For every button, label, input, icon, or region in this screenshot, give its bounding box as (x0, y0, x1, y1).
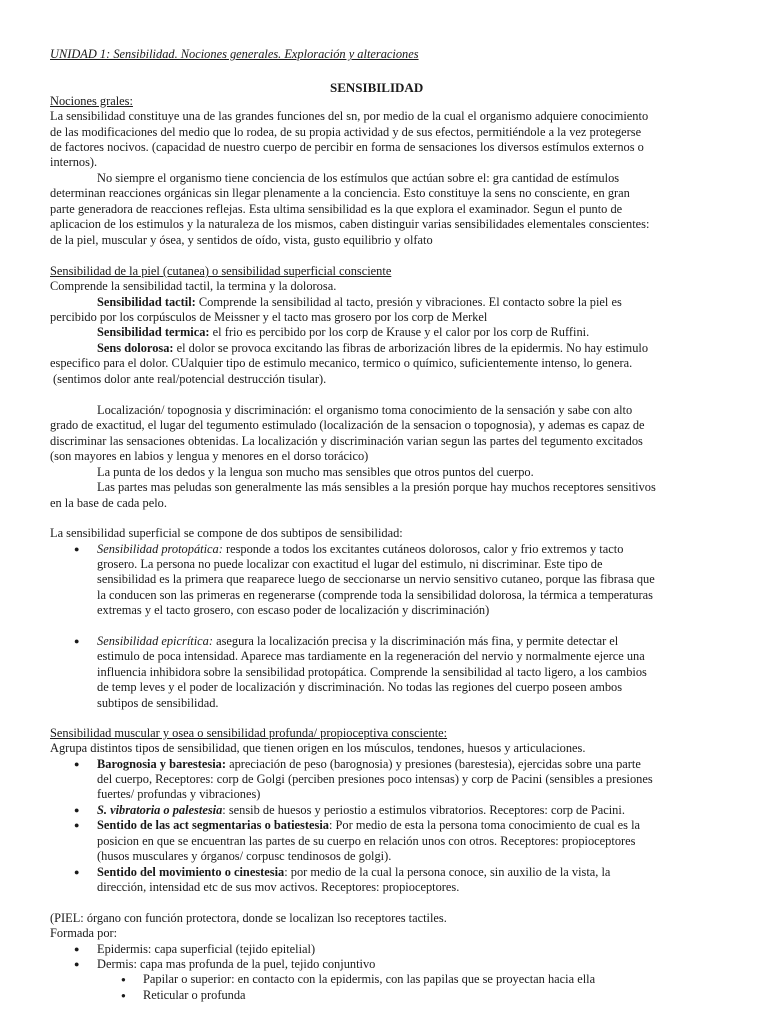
paragraph-line: discriminar las sensaciones obtenidas. La localización y discriminación varian segun las partes del tegumento excitados (50, 434, 643, 448)
list-item: Sensibilidad protopática: responde a todos los excitantes cutáneos dolorosos, calor y frio extremos y tacto (97, 542, 624, 556)
paragraph-line: Sensibilidad tactil: Comprende la sensibilidad al tacto, presión y vibraciones. El contacto sobre la piel es (97, 295, 622, 309)
term-label: S. vibratoria o palestesia (97, 803, 223, 817)
paragraph-line: (sentimos dolor ante real/potencial destrucción tisular). (53, 372, 327, 386)
term-label: Sensibilidad epicrítica: (97, 634, 213, 648)
paragraph-line: especifico para el dolor. CUalquier tipo de estimulo mecanico, termico o químico, suficientemente intenso, lo genera. (50, 356, 633, 370)
paragraph-line: estimulo de poca intensidad. Aparece mas tardiamente en la regeneración del nervio y normalmente ejerce una (97, 649, 645, 663)
term-label: Sensibilidad tactil: (97, 295, 196, 309)
list-item: Dermis: capa mas profunda de la puel, tejido conjuntivo (97, 957, 376, 971)
term-label: Sens dolorosa: (97, 341, 174, 355)
section-heading-piel: Sensibilidad de la piel (cutanea) o sensibilidad superficial consciente (50, 264, 392, 278)
list-item: Epidermis: capa superficial (tejido epitelial) (97, 942, 316, 956)
list-item: Reticular o profunda (143, 988, 246, 1002)
paragraph-line: dirección, intensidad etc de sus mov activos. Receptores: propioceptores. (97, 880, 460, 894)
paragraph-line: Comprende la sensibilidad tactil, la termina y la dolorosa. (50, 279, 337, 293)
paragraph-line: de factores nocivos. (capacidad de nuestro cuerpo de percibir en forma de sensaciones los diversos estímulos externos o (50, 140, 644, 154)
paragraph-line: determinan reacciones orgánicas sin llegar plenamente a la conciencia. Esto constituye la sens no consciente, en gran (50, 186, 630, 200)
paragraph-line: La sensibilidad superficial se compone de dos subtipos de sensibilidad: (50, 526, 403, 540)
bullet-icon: ● (121, 975, 126, 984)
paragraph-line: de temp leves y el poder de localización y discriminación. No todas las regiones del cuerpo poseen ambos (97, 680, 623, 694)
paragraph-line: percibido por los corpúsculos de Meissner y el tacto mas grosero por los corp de Merkel (50, 310, 488, 324)
section-heading-nociones: Nociones grales: (50, 94, 133, 108)
paragraph-line: extremas y el tacto grosero, con escaso poder de localización y discriminación) (97, 603, 490, 617)
term-label: Sensibilidad protopática: (97, 542, 223, 556)
term-label: Sentido del movimiento o cinestesia (97, 865, 285, 879)
bullet-icon: ● (74, 944, 80, 954)
list-item: Papilar o superior: en contacto con la epidermis, con las papilas que se proyectan hacia ella (143, 972, 596, 986)
page-title: SENSIBILIDAD (330, 80, 424, 95)
section-heading-profunda: Sensibilidad muscular y osea o sensibilidad profunda/ propioceptiva consciente: (50, 726, 448, 740)
bullet-icon: ● (74, 636, 80, 646)
paragraph-line: Agrupa distintos tipos de sensibilidad, que tienen origen en los músculos, tendones, huesos y articulaciones. (50, 741, 586, 755)
bullet-icon: ● (74, 805, 80, 815)
list-item: Sentido de las act segmentarias o batiestesia: Por medio de esta la persona toma conocimiento de cual es la (97, 818, 641, 832)
paragraph-line: La punta de los dedos y la lengua son mucho mas sensibles que otros puntos del cuerpo. (97, 465, 534, 479)
paragraph-line: del cuerpo, Receptores: corp de Golgi (perciben presiones poco intensas) y corp de Pacini (sensibles a presiones (97, 772, 653, 786)
bullet-icon: ● (74, 959, 80, 969)
paragraph-line: sensibilidad es la primera que reaparece luego de seccionarse un nervio sensitivo cutaneo, porque las fibrasa que (97, 572, 655, 586)
paragraph-line: posicion en que se encuentran las partes de su cuerpo en relación unos con otros. Receptores: propioceptores (97, 834, 636, 848)
bullet-icon: ● (74, 820, 80, 830)
paragraph-line: Formada por: (50, 926, 118, 940)
list-item: Barognosia y barestesia: apreciación de peso (barognosia) y presiones (barestesia), ejercidas sobre una parte (97, 757, 641, 771)
paragraph-line: en la base de cada pelo. (50, 496, 167, 510)
paragraph-line: fuertes/ profundas y vibraciones) (97, 787, 261, 801)
paragraph-line: Sens dolorosa: el dolor se provoca excitando las fibras de arborización libres de la epidermis. No hay estimulo (97, 341, 649, 355)
paragraph-line: (PIEL: órgano con función protectora, donde se localizan lso receptores tactiles. (50, 911, 447, 925)
paragraph-line: Sensibilidad termica: el frio es percibido por los corp de Krause y el calor por los corp de Ruffini. (97, 325, 590, 339)
paragraph-line: de la piel, muscular y ósea, y sentidos de oído, vista, gusto equilibrio y olfato (50, 233, 433, 247)
term-label: Sensibilidad termica: (97, 325, 210, 339)
paragraph-line: La sensibilidad constituye una de las grandes funciones del sn, por medio de la cual el organismo adquiere conocimiento (50, 109, 649, 123)
paragraph-line: de las modificaciones del medio que lo rodea, de su propia actividad y de sus efectos, permitiéndole a la vez protegerse (50, 125, 642, 139)
paragraph-line: (son mayores en labios y lengua y menores en el dorso torácico) (50, 449, 369, 463)
paragraph-line: (husos musculares y órganos/ corpusc tendinosos de golgi). (97, 849, 392, 863)
paragraph-line: grado de exactitud, el lugar del tegumento estimulado (localización de la sensacion o topognosia), y ademas es capaz de (50, 418, 645, 432)
bullet-icon: ● (74, 759, 80, 769)
paragraph-line: aplicacion de los estimulos y la naturaleza de los mismos, caben distinguir varias sensibilidades elementales conscientes: (50, 217, 650, 231)
paragraph-line: la conducen son las primeras en regenerarse (comprende toda la sensibilidad dolorosa, la térmica a temperaturas (97, 588, 653, 602)
paragraph-line: Localización/ topognosia y discriminación: el organismo toma conocimiento de la sensación y sabe con alto (97, 403, 633, 417)
paragraph-line: parte generadora de reacciones reflejas. Esta ultima sensibilidad es la que explora el examinador. Segun el punto de (50, 202, 623, 216)
term-label: Sentido de las act segmentarias o batiestesia (97, 818, 329, 832)
term-label: Barognosia y barestesia: (97, 757, 226, 771)
paragraph-line: internos). (50, 155, 98, 169)
unit-header: UNIDAD 1: Sensibilidad. Nociones generales. Exploración y alteraciones (50, 47, 419, 61)
paragraph-line: No siempre el organismo tiene conciencia de los estímulos que actúan sobre el: gra cantidad de estímulos (97, 171, 620, 185)
paragraph-line: grosero. La persona no puede localizar con exactitud el lugar del estimulo, ni discriminar. Este tipo de (97, 557, 603, 571)
paragraph-line: influencia inhibidora sobre la sensibilidad protopática. Comprende la sensibilidad al tacto ligero, a los cambios (97, 665, 647, 679)
list-item: Sensibilidad epicrítica: asegura la localización precisa y la discriminación más fina, y permite detectar el (97, 634, 619, 648)
list-item: Sentido del movimiento o cinestesia: por medio de la cual la persona conoce, sin auxilio de la vista, la (97, 865, 611, 879)
paragraph-line: Las partes mas peludas son generalmente las más sensibles a la presión porque hay muchos receptores sensitivos (97, 480, 656, 494)
bullet-icon: ● (74, 544, 80, 554)
bullet-icon: ● (74, 867, 80, 877)
list-item: S. vibratoria o palestesia: sensib de huesos y periostio a estimulos vibratorios. Receptores: corp de Pacini. (97, 803, 625, 817)
paragraph-line: subtipos de sensibilidad. (97, 696, 219, 710)
bullet-icon: ● (121, 991, 126, 1000)
